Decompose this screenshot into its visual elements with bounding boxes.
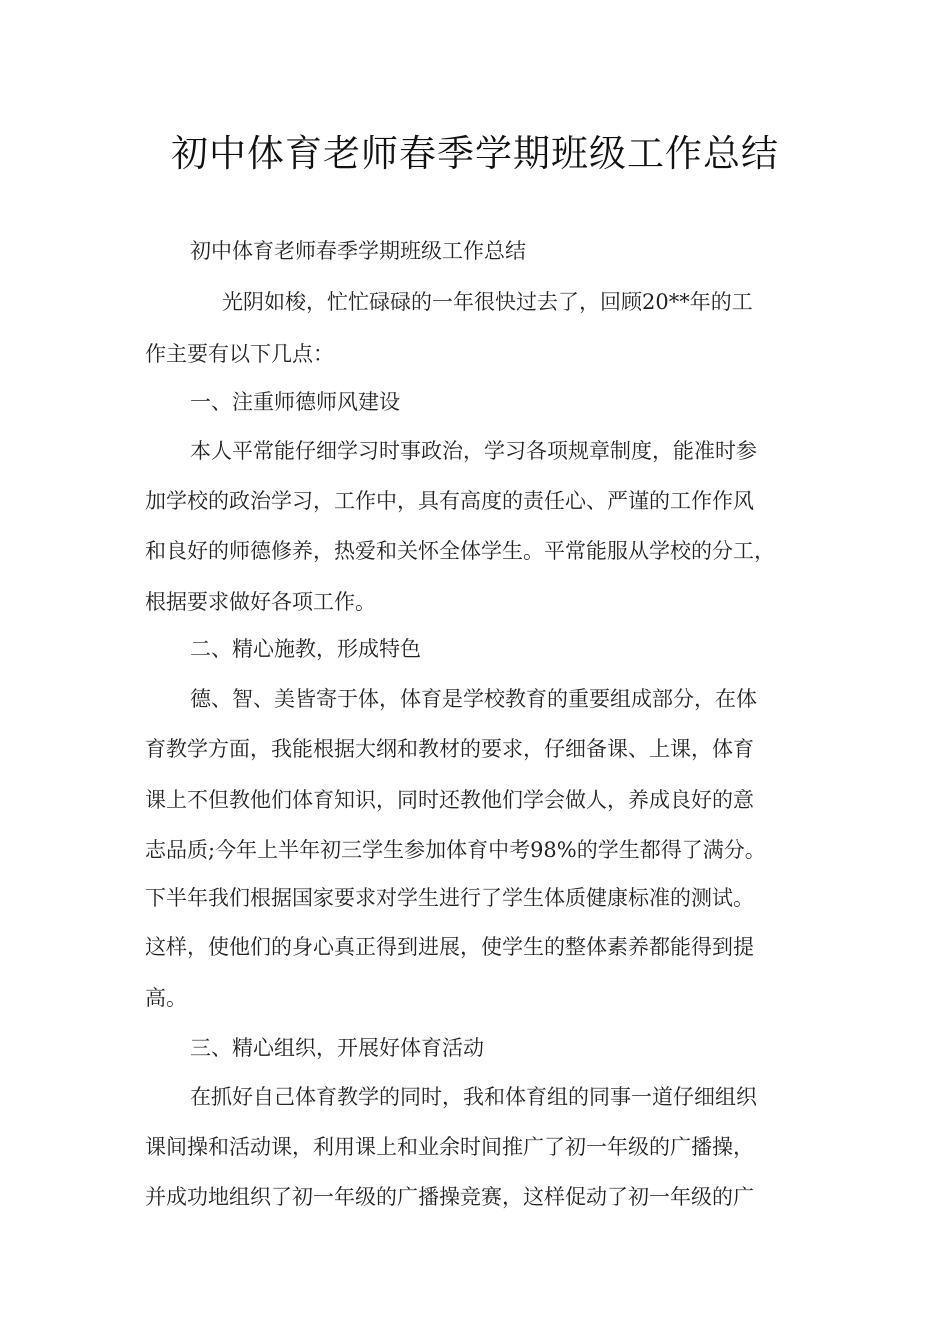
body-line: 高。 [145, 986, 187, 1010]
body-line: 和良好的师德修养，热爱和关怀全体学生。平常能服从学校的分工， [145, 539, 775, 563]
body-line: 志品质;今年上半年初三学生参加体育中考98%的学生都得了满分。 [145, 838, 766, 862]
body-line: 下半年我们根据国家要求对学生进行了学生体质健康标准的测试。 [145, 886, 754, 910]
body-line: 本人平常能仔细学习时事政治，学习各项规章制度，能准时参 [190, 439, 757, 463]
document-title: 初中体育老师春季学期班级工作总结 [171, 132, 779, 175]
body-line: 光阴如梭，忙忙碌碌的一年很快过去了，回顾20**年的工 [222, 290, 753, 314]
section-heading: 一、注重师德师风建设 [190, 390, 400, 414]
body-line: 作主要有以下几点： [145, 342, 334, 366]
body-line: 德、智、美皆寄于体，体育是学校教育的重要组成部分，在体 [190, 687, 757, 711]
body-line: 课上不但教他们体育知识，同时还教他们学会做人，养成良好的意 [145, 788, 754, 812]
section-heading: 三、精心组织，开展好体育活动 [190, 1036, 484, 1060]
section-heading: 二、精心施教，形成特色 [190, 637, 421, 661]
body-line-subtitle: 初中体育老师春季学期班级工作总结 [190, 239, 526, 263]
body-line: 在抓好自己体育教学的同时，我和体育组的同事一道仔细组织 [190, 1085, 757, 1109]
body-line: 根据要求做好各项工作。 [145, 590, 376, 614]
body-line: 育教学方面，我能根据大纲和教材的要求，仔细备课、上课，体育 [145, 737, 754, 761]
body-line: 课间操和活动课，利用课上和业余时间推广了初一年级的广播操， [145, 1135, 754, 1159]
body-line: 并成功地组织了初一年级的广播操竞赛，这样促动了初一年级的广 [145, 1185, 754, 1209]
body-line: 加学校的政治学习，工作中，具有高度的责任心、严谨的工作作风 [145, 489, 754, 513]
body-line: 这样，使他们的身心真正得到进展，使学生的整体素养都能得到提 [145, 935, 754, 959]
